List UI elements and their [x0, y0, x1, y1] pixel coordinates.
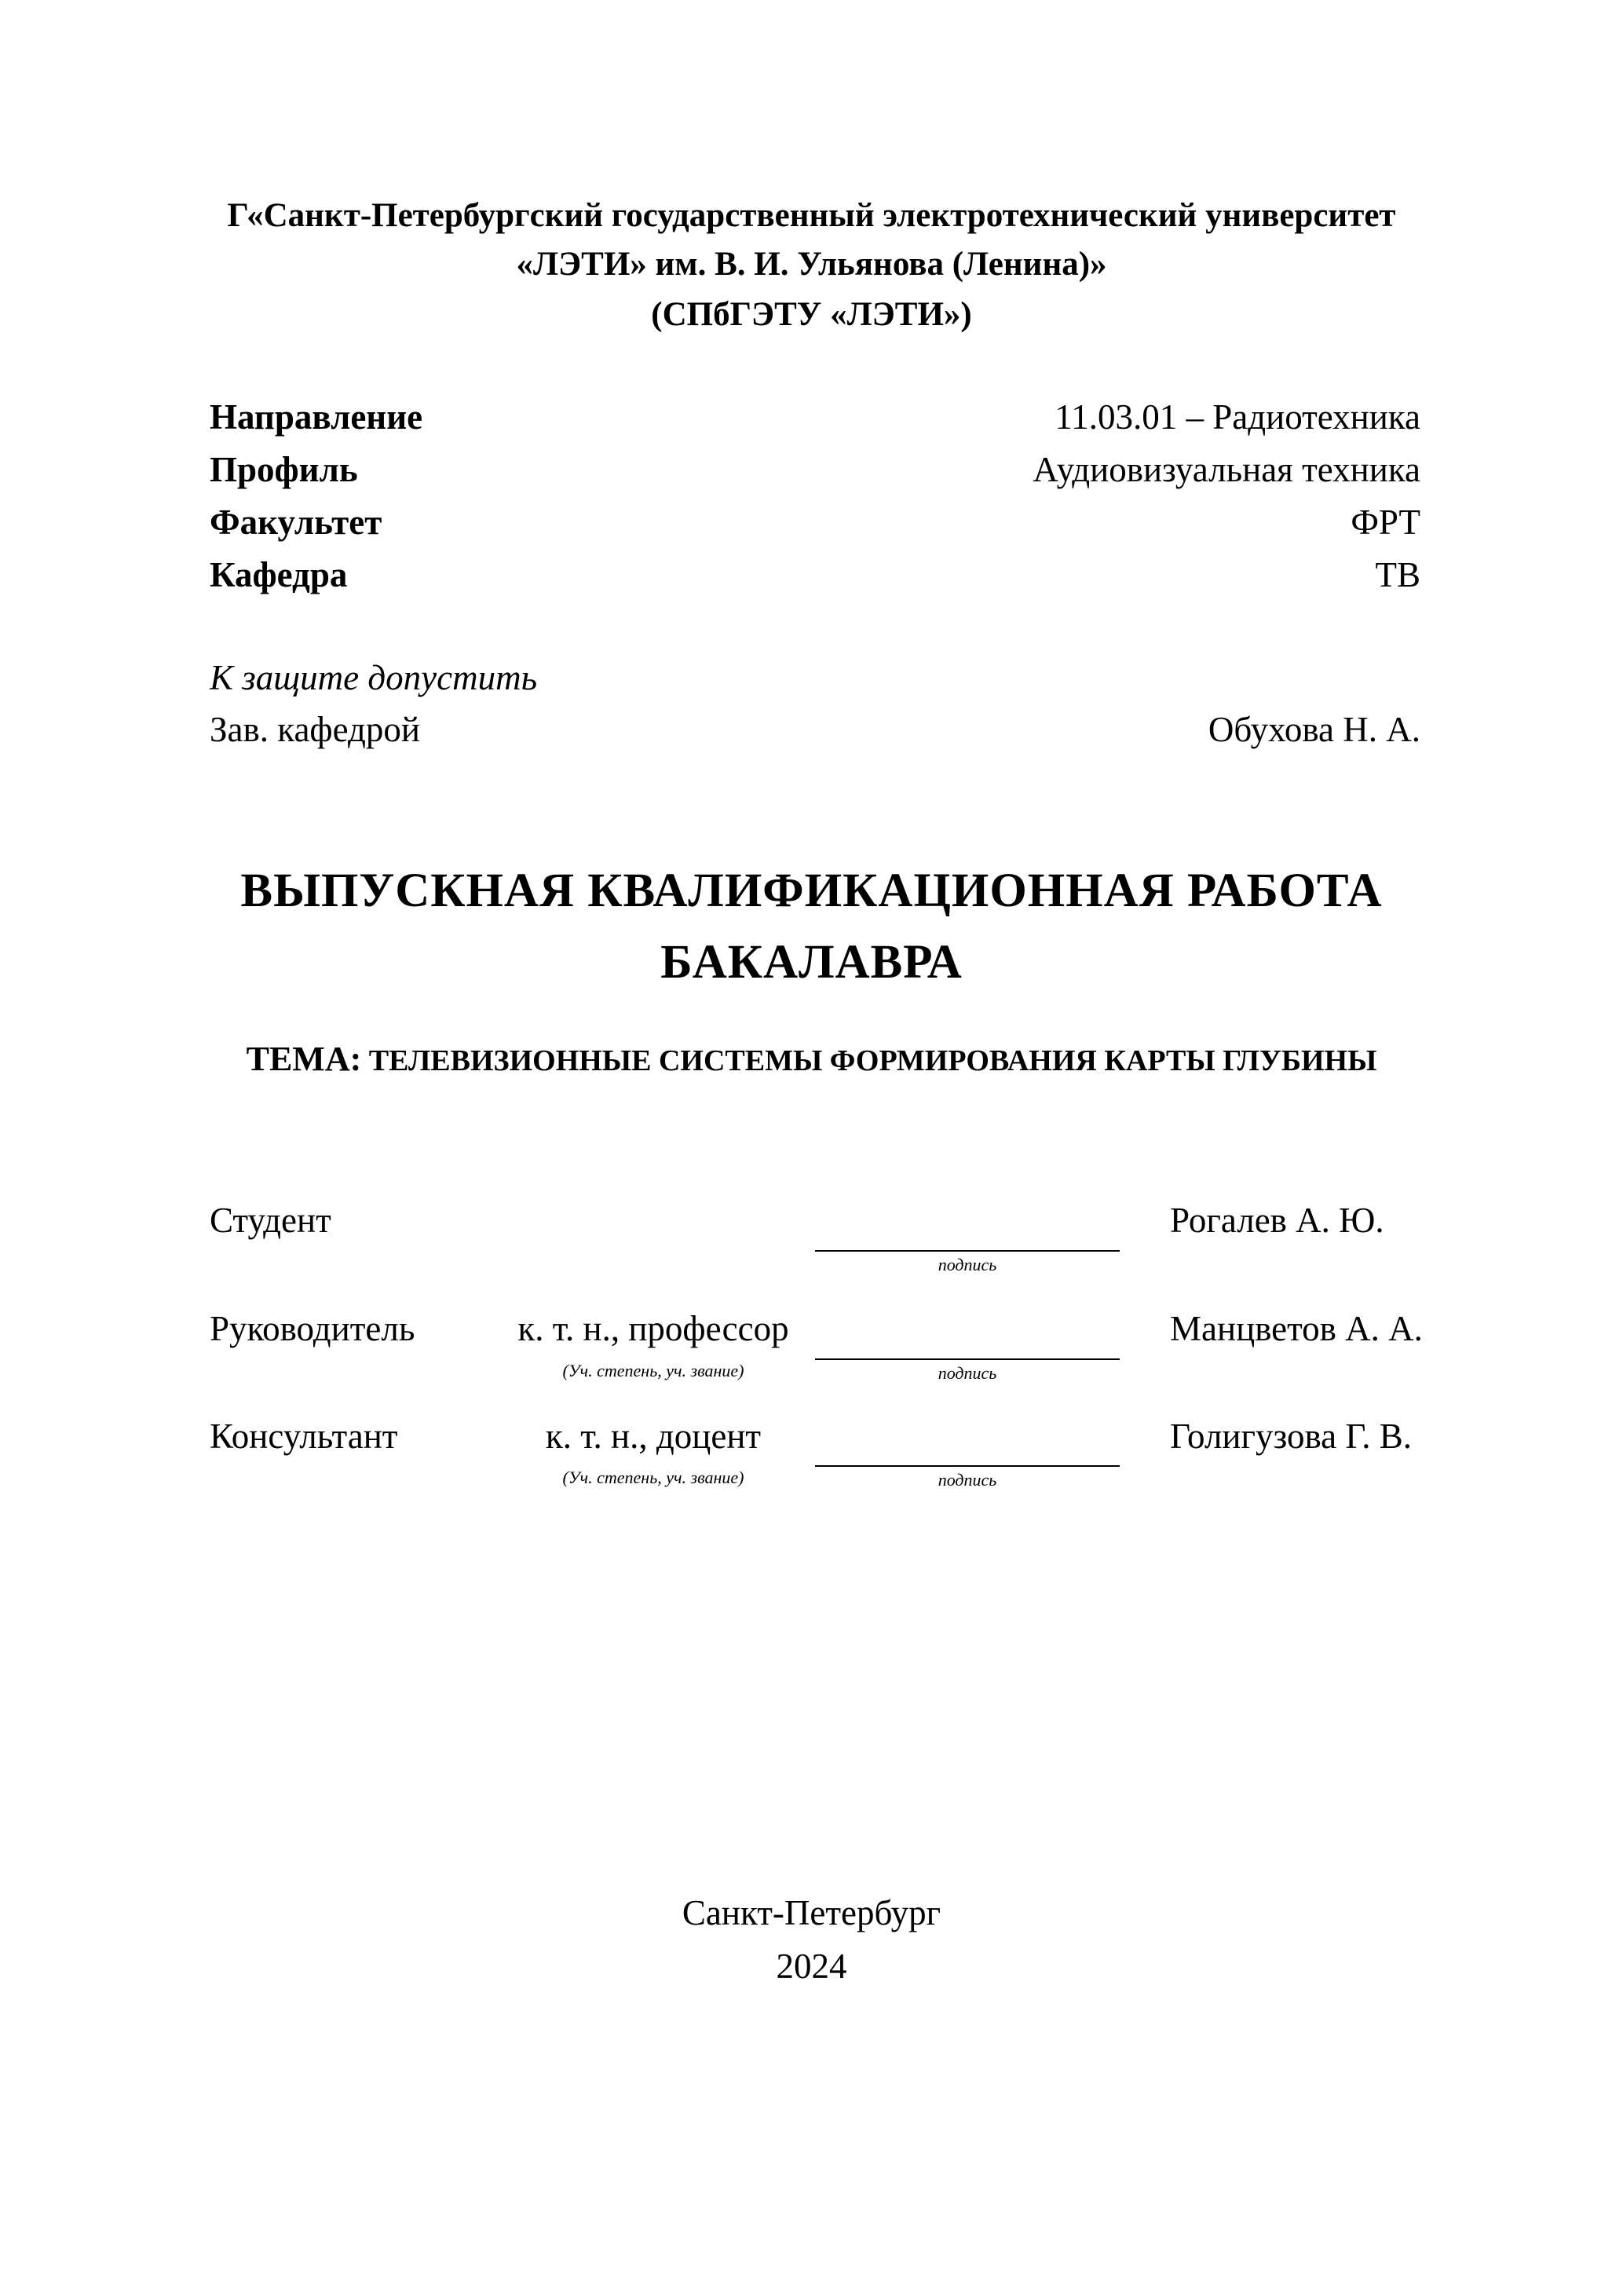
supervisor-signature-line — [815, 1358, 1120, 1360]
direction-value: 11.03.01 – Радиотехника — [1055, 397, 1420, 437]
admit-to-defense: К защите допустить — [210, 658, 538, 697]
university-name-line-1: Г«Санкт-Петербургский государственный электротехнический университет — [227, 197, 1396, 234]
faculty-value: ФРТ — [1351, 503, 1420, 542]
supervisor-degree-caption: (Уч. степень, уч. звание) — [562, 1361, 744, 1380]
profile-value: Аудиовизуальная техника — [1033, 450, 1420, 489]
supervisor-degree: к. т. н., профессор — [517, 1309, 789, 1348]
consultant-degree: к. т. н., доцент — [545, 1417, 762, 1456]
profile-label: Профиль — [210, 450, 358, 489]
consultant-signature-line — [815, 1465, 1120, 1467]
department-label: Кафедра — [210, 555, 348, 594]
student-name: Рогалев А. Ю. — [1170, 1201, 1384, 1240]
consultant-signature-caption: подпись — [938, 1470, 997, 1490]
student-signature-caption: подпись — [938, 1255, 997, 1274]
department-value: ТВ — [1375, 555, 1420, 594]
supervisor-role: Руководитель — [210, 1309, 415, 1348]
consultant-name: Голигузова Г. В. — [1170, 1417, 1413, 1456]
city: Санкт-Петербург — [682, 1893, 941, 1932]
thesis-title-line-2: БАКАЛАВРА — [660, 936, 963, 989]
consultant-role: Консультант — [210, 1417, 398, 1456]
faculty-label: Факультет — [210, 503, 382, 542]
student-signature-line — [815, 1250, 1120, 1252]
university-abbreviation: (СПбГЭТУ «ЛЭТИ») — [651, 296, 972, 333]
year: 2024 — [776, 1947, 847, 1986]
university-name-line-2: «ЛЭТИ» им. В. И. Ульянова (Ленина)» — [516, 246, 1107, 283]
student-role: Студент — [210, 1201, 331, 1240]
supervisor-name: Манцветов А. А. — [1170, 1309, 1423, 1348]
thesis-title-line-1: ВЫПУСКНАЯ КВАЛИФИКАЦИОННАЯ РАБОТА — [240, 865, 1383, 917]
thesis-topic — [0, 1041, 1623, 1079]
topic-text: ТЕЛЕВИЗИОННЫЕ СИСТЕМЫ ФОРМИРОВАНИЯ КАРТЫ ГЛУБИНЫ — [368, 1044, 1377, 1077]
supervisor-signature-caption: подпись — [938, 1363, 997, 1383]
head-of-department-label: Зав. кафедрой — [210, 710, 420, 749]
direction-label: Направление — [210, 397, 423, 437]
consultant-degree-caption: (Уч. степень, уч. звание) — [562, 1468, 744, 1487]
topic-prefix: ТЕМА: — [246, 1040, 362, 1078]
head-of-department-name: Обухова Н. А. — [1208, 710, 1420, 749]
